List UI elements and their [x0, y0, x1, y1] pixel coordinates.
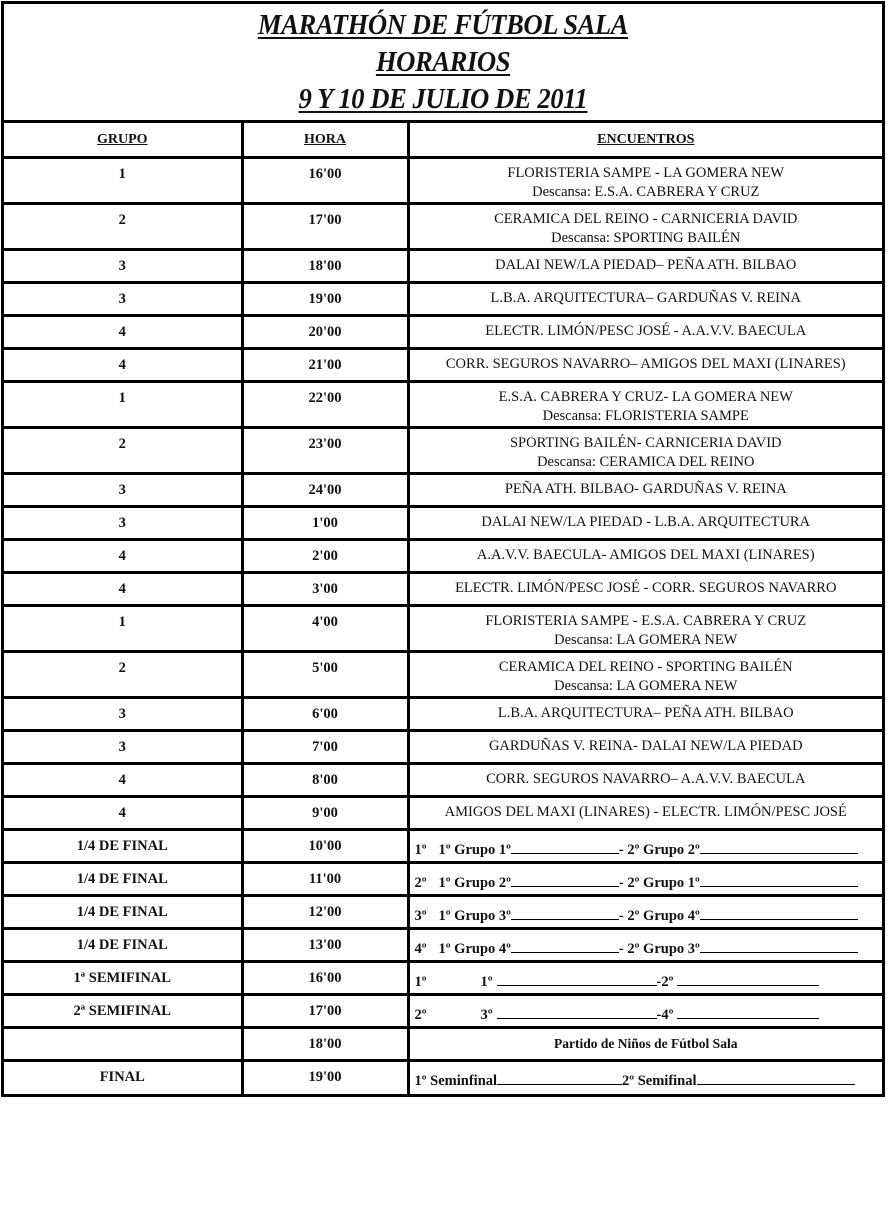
- away-label: -2º: [656, 974, 674, 990]
- match-text: AMIGOS DEL MAXI (LINARES) - ELECTR. LIMÓN/PESC JOSÉ: [444, 804, 847, 820]
- group-match-row: [4, 540, 882, 573]
- encuentro-cell: [408, 929, 882, 962]
- group-match-row: [4, 158, 882, 204]
- home-blank[interactable]: [511, 905, 619, 920]
- group-match-row: [4, 316, 882, 349]
- away-label: 2º Semifinal: [622, 1073, 697, 1089]
- away-blank[interactable]: [700, 839, 858, 854]
- group-match-row: [4, 797, 882, 830]
- rest-text: Descansa: LA GOMERA NEW: [554, 632, 738, 648]
- semifinal-row: [4, 962, 882, 995]
- match-text: PEÑA ATH. BILBAO- GARDUÑAS V. REINA: [504, 481, 787, 497]
- home-label: 1º: [480, 974, 493, 990]
- encuentro-cell: [408, 962, 882, 995]
- match-text: DALAI NEW/LA PIEDAD– PEÑA ATH. BILBAO: [495, 257, 797, 273]
- away-blank[interactable]: [677, 971, 819, 986]
- match-text: ELECTR. LIMÓN/PESC JOSÉ - A.A.V.V. BAECULA: [485, 323, 807, 339]
- encuentro-cell: [408, 573, 882, 606]
- grupo-cell: 1: [4, 382, 242, 428]
- home-label: 1º Grupo 4º: [438, 941, 511, 957]
- encuentro-cell: [408, 1061, 882, 1094]
- title-subtitle: HORARIOS: [375, 45, 511, 78]
- hora-cell: 1'00: [242, 507, 408, 540]
- encuentro-cell: [408, 349, 882, 382]
- quarterfinal-row: [4, 863, 882, 896]
- match-text: CORR. SEGUROS NAVARRO– AMIGOS DEL MAXI (LINARES): [445, 356, 846, 372]
- match-text: SPORTING BAILÉN- CARNICERIA DAVID: [509, 435, 782, 451]
- grupo-cell: 1/4 DE FINAL: [4, 896, 242, 929]
- grupo-cell: 3: [4, 474, 242, 507]
- match-number: 4º: [414, 941, 427, 957]
- kids-match-cell: Partido de Niños de Fútbol Sala: [408, 1028, 882, 1061]
- hora-cell: 8'00: [242, 764, 408, 797]
- encuentro-cell: [408, 896, 882, 929]
- grupo-cell: 1/4 DE FINAL: [4, 929, 242, 962]
- group-match-row: [4, 474, 882, 507]
- rest-text: Descansa: E.S.A. CABRERA Y CRUZ: [532, 184, 760, 200]
- hora-cell: 9'00: [242, 797, 408, 830]
- away-blank[interactable]: [700, 872, 858, 887]
- hora-cell: 5'00: [242, 652, 408, 698]
- grupo-cell: 4: [4, 797, 242, 830]
- grupo-cell: 2ª SEMIFINAL: [4, 995, 242, 1028]
- group-match-row: [4, 764, 882, 797]
- grupo-cell: 4: [4, 540, 242, 573]
- encuentro-cell: [408, 830, 882, 863]
- away-label: - 2º Grupo 2º: [618, 842, 700, 858]
- home-blank[interactable]: [511, 938, 619, 953]
- grupo-cell: 1/4 DE FINAL: [4, 863, 242, 896]
- match-number: 2º: [414, 1007, 427, 1023]
- grupo-cell: 1: [4, 606, 242, 652]
- hora-cell: 2'00: [242, 540, 408, 573]
- encuentro-cell: [408, 316, 882, 349]
- home-label: 1º Grupo 2º: [438, 875, 511, 891]
- grupo-cell: 2: [4, 428, 242, 474]
- hora-cell: 23'00: [242, 428, 408, 474]
- header-hora: HORA: [242, 123, 408, 158]
- encuentro-cell: [408, 606, 882, 652]
- match-text: FLORISTERIA SAMPE - LA GOMERA NEW: [507, 165, 785, 181]
- rest-text: Descansa: FLORISTERIA SAMPE: [542, 408, 749, 424]
- grupo-cell: 4: [4, 349, 242, 382]
- home-blank[interactable]: [511, 872, 619, 887]
- group-match-row: [4, 606, 882, 652]
- grupo-cell: 3: [4, 507, 242, 540]
- encuentro-cell: [408, 283, 882, 316]
- encuentro-cell: [408, 698, 882, 731]
- home-blank[interactable]: [497, 971, 657, 986]
- home-label: 1º Grupo 3º: [438, 908, 511, 924]
- header-grupo: GRUPO: [4, 123, 242, 158]
- hora-cell: 4'00: [242, 606, 408, 652]
- match-number: 1º: [414, 842, 427, 858]
- grupo-cell: 1: [4, 158, 242, 204]
- hora-cell: 6'00: [242, 698, 408, 731]
- home-blank[interactable]: [511, 839, 619, 854]
- away-blank[interactable]: [700, 938, 858, 953]
- title-main: MARATHÓN DE FÚTBOL SALA: [257, 8, 629, 41]
- rest-text: Descansa: SPORTING BAILÉN: [551, 230, 741, 246]
- encuentro-cell: [408, 764, 882, 797]
- match-text: CORR. SEGUROS NAVARRO– A.A.V.V. BAECULA: [486, 771, 806, 787]
- grupo-cell: 2: [4, 204, 242, 250]
- hora-cell: 16'00: [242, 962, 408, 995]
- title-box: [4, 4, 882, 123]
- quarterfinal-row: [4, 929, 882, 962]
- hora-cell: 18'00: [242, 250, 408, 283]
- match-text: ELECTR. LIMÓN/PESC JOSÉ - CORR. SEGUROS NAVARRO: [455, 580, 837, 596]
- hora-cell: 3'00: [242, 573, 408, 606]
- encuentro-cell: [408, 797, 882, 830]
- hora-cell: 18'00: [242, 1028, 408, 1061]
- title-date: 9 Y 10 DE JULIO DE 2011: [298, 82, 588, 115]
- group-match-row: [4, 428, 882, 474]
- match-text: CERAMICA DEL REINO - CARNICERIA DAVID: [494, 211, 798, 227]
- header-row: [4, 123, 882, 158]
- group-match-row: [4, 652, 882, 698]
- hora-cell: 22'00: [242, 382, 408, 428]
- hora-cell: 17'00: [242, 995, 408, 1028]
- group-match-row: [4, 698, 882, 731]
- grupo-cell: 4: [4, 573, 242, 606]
- encuentro-cell: [408, 382, 882, 428]
- hora-cell: 16'00: [242, 158, 408, 204]
- hora-cell: 17'00: [242, 204, 408, 250]
- match-number: 1º: [414, 974, 427, 990]
- hora-cell: 19'00: [242, 1061, 408, 1094]
- encuentro-cell: [408, 474, 882, 507]
- grupo-cell: 4: [4, 316, 242, 349]
- hora-cell: 13'00: [242, 929, 408, 962]
- encuentro-cell: [408, 995, 882, 1028]
- hora-cell: 12'00: [242, 896, 408, 929]
- final-row: [4, 1061, 882, 1094]
- away-label: - 2º Grupo 3º: [618, 941, 700, 957]
- hora-cell: 11'00: [242, 863, 408, 896]
- home-blank[interactable]: [497, 1004, 657, 1019]
- home-label: 3º: [480, 1007, 493, 1023]
- quarterfinal-row: [4, 896, 882, 929]
- grupo-cell: 1ª SEMIFINAL: [4, 962, 242, 995]
- header-encuentros: ENCUENTROS: [408, 123, 882, 158]
- group-match-row: [4, 731, 882, 764]
- group-match-row: [4, 250, 882, 283]
- encuentro-cell: [408, 158, 882, 204]
- semifinal-row: [4, 995, 882, 1028]
- hora-cell: 24'00: [242, 474, 408, 507]
- hora-cell: 7'00: [242, 731, 408, 764]
- rest-text: Descansa: LA GOMERA NEW: [554, 678, 738, 694]
- away-blank[interactable]: [700, 905, 858, 920]
- match-text: DALAI NEW/LA PIEDAD - L.B.A. ARQUITECTURA: [481, 514, 811, 530]
- grupo-cell: 1/4 DE FINAL: [4, 830, 242, 863]
- home-label: 1º Grupo 1º: [438, 842, 511, 858]
- grupo-cell: 4: [4, 764, 242, 797]
- encuentro-cell: [408, 204, 882, 250]
- encuentro-cell: [408, 863, 882, 896]
- away-blank[interactable]: [697, 1070, 855, 1085]
- match-number: 2º: [414, 875, 427, 891]
- away-label: - 2º Grupo 1º: [618, 875, 700, 891]
- home-blank[interactable]: [497, 1070, 622, 1085]
- group-match-row: [4, 204, 882, 250]
- hora-cell: 10'00: [242, 830, 408, 863]
- away-label: - 2º Grupo 4º: [618, 908, 700, 924]
- match-text: GARDUÑAS V. REINA- DALAI NEW/LA PIEDAD: [488, 738, 803, 754]
- grupo-cell: 3: [4, 250, 242, 283]
- grupo-cell: 2: [4, 652, 242, 698]
- away-label: -4º: [656, 1007, 674, 1023]
- match-text: FLORISTERIA SAMPE - E.S.A. CABRERA Y CRUZ: [485, 613, 807, 629]
- grupo-cell: 3: [4, 698, 242, 731]
- group-match-row: [4, 573, 882, 606]
- group-match-row: [4, 283, 882, 316]
- encuentro-cell: [408, 428, 882, 474]
- encuentro-cell: [408, 731, 882, 764]
- schedule-sheet: [1, 1, 885, 1097]
- rest-text: Descansa: CERAMICA DEL REINO: [537, 454, 755, 470]
- match-text: E.S.A. CABRERA Y CRUZ- LA GOMERA NEW: [498, 389, 793, 405]
- group-match-row: [4, 349, 882, 382]
- match-text: L.B.A. ARQUITECTURA– PEÑA ATH. BILBAO: [497, 705, 794, 721]
- encuentro-cell: [408, 250, 882, 283]
- encuentro-cell: [408, 540, 882, 573]
- hora-cell: 19'00: [242, 283, 408, 316]
- grupo-cell: [4, 1028, 242, 1061]
- encuentro-cell: [408, 652, 882, 698]
- away-blank[interactable]: [677, 1004, 819, 1019]
- quarterfinal-row: [4, 830, 882, 863]
- hora-cell: 20'00: [242, 316, 408, 349]
- schedule-table: [4, 123, 882, 1094]
- group-match-row: [4, 507, 882, 540]
- match-text: CERAMICA DEL REINO - SPORTING BAILÉN: [498, 659, 793, 675]
- hora-cell: 21'00: [242, 349, 408, 382]
- grupo-cell: FINAL: [4, 1061, 242, 1094]
- match-number: 3º: [414, 908, 427, 924]
- kids-match-row: [4, 1028, 882, 1061]
- match-text: L.B.A. ARQUITECTURA– GARDUÑAS V. REINA: [490, 290, 801, 306]
- grupo-cell: 3: [4, 731, 242, 764]
- match-text: A.A.V.V. BAECULA- AMIGOS DEL MAXI (LINARES): [476, 547, 815, 563]
- group-match-row: [4, 382, 882, 428]
- home-label: 1º Seminfinal: [414, 1073, 498, 1089]
- grupo-cell: 3: [4, 283, 242, 316]
- encuentro-cell: [408, 507, 882, 540]
